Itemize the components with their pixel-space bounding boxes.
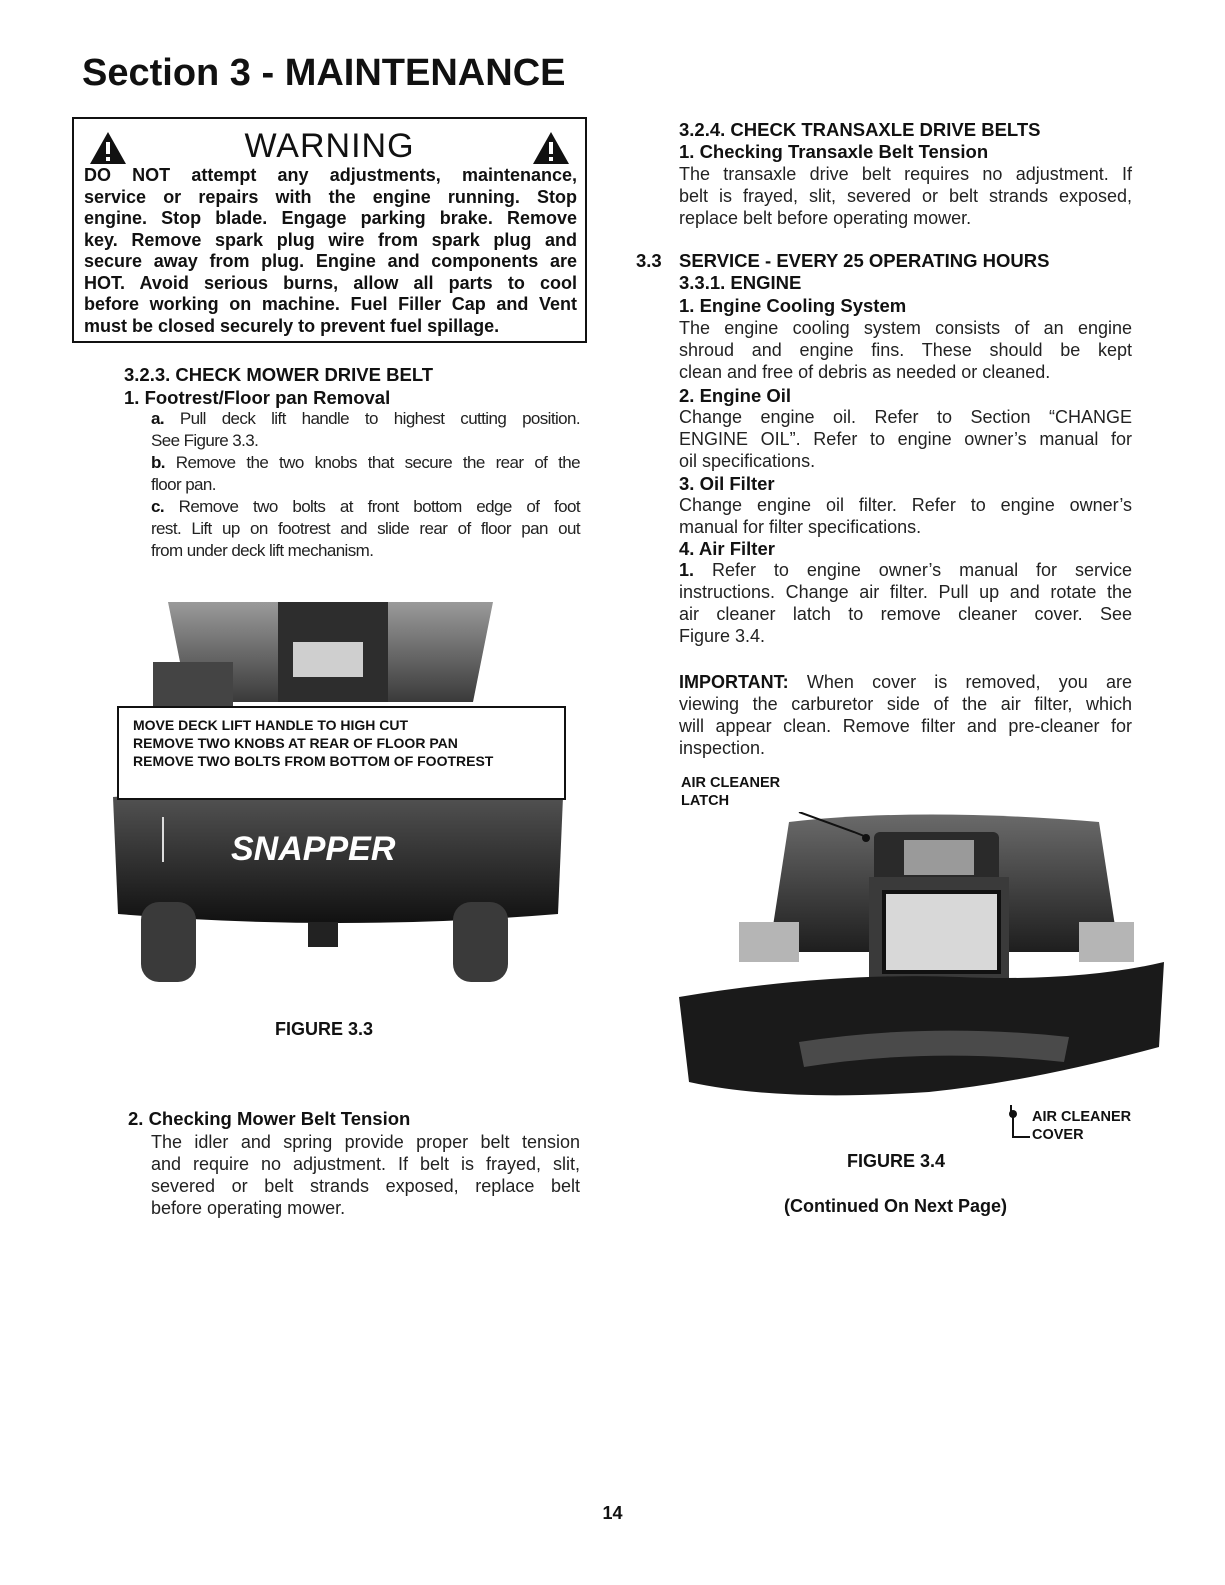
engine-oil-heading: 2. Engine Oil bbox=[679, 385, 792, 406]
text-line: severed or belt strands exposed, replace belt bbox=[151, 1176, 580, 1196]
section-33-heading: SERVICE - EVERY 25 OPERATING HOURS bbox=[679, 250, 1050, 271]
warning-heading: WARNING bbox=[244, 127, 415, 165]
step-text: floor pan. bbox=[151, 475, 216, 494]
text-line: manual for filter specifications. bbox=[679, 517, 922, 537]
continued-note: (Continued On Next Page) bbox=[784, 1196, 1008, 1216]
step-text: Pull deck lift handle to highest cutting position. bbox=[163, 409, 580, 428]
warning-line: service or repairs with the engine running. Stop bbox=[84, 186, 577, 207]
text-line: The engine cooling system consists of an engine bbox=[679, 318, 1132, 338]
air-filter-text bbox=[679, 559, 1132, 647]
step-text: from under deck lift mechanism. bbox=[151, 541, 374, 560]
oil-filter-text bbox=[679, 494, 1132, 538]
step-label: c. bbox=[151, 497, 164, 516]
warning-line: secure away from plug. Engine and components are bbox=[84, 251, 577, 271]
text-line: before operating mower. bbox=[151, 1198, 346, 1218]
cooling-text bbox=[679, 317, 1132, 383]
step-label: b. bbox=[151, 453, 165, 472]
section-323-heading: 3.2.3. CHECK MOWER DRIVE BELT bbox=[124, 364, 434, 385]
text-line: shroud and engine fins. These should be kept bbox=[679, 340, 1132, 360]
text-line: oil specifications. bbox=[679, 451, 816, 471]
important-note bbox=[679, 671, 1132, 759]
mower-belt-tension-text bbox=[151, 1131, 580, 1219]
step-text: Remove two bolts at front bottom edge of foot bbox=[163, 497, 580, 516]
label-line: LATCH bbox=[681, 793, 730, 809]
air-filter-heading: 4. Air Filter bbox=[679, 538, 775, 559]
step-b bbox=[151, 452, 580, 496]
text-line: instructions. Change air filter. Pull up and rotate the bbox=[679, 582, 1132, 602]
step-c bbox=[151, 496, 580, 562]
text-line: The transaxle drive belt requires no adjustment. If bbox=[679, 164, 1132, 184]
important-label: IMPORTANT: bbox=[679, 672, 789, 692]
text-line: Refer to engine owner’s manual for service bbox=[694, 560, 1132, 580]
step-label: 1. bbox=[679, 560, 695, 580]
callout-line: MOVE DECK LIFT HANDLE TO HIGH CUT bbox=[133, 717, 409, 733]
engine-oil-text bbox=[679, 406, 1132, 472]
text-line: Change engine oil filter. Refer to engine owner’s bbox=[679, 495, 1132, 515]
cover-leader-line bbox=[1008, 1110, 1032, 1140]
warning-text bbox=[84, 165, 577, 337]
snapper-logo: SNAPPER bbox=[231, 830, 396, 868]
label-line: AIR CLEANER bbox=[681, 775, 781, 791]
text-line: and require no adjustment. If belt is frayed, slit, bbox=[151, 1154, 580, 1174]
warning-box bbox=[72, 117, 587, 343]
text-line: The idler and spring provide proper belt tension bbox=[151, 1132, 580, 1152]
transaxle-tension-heading: 1. Checking Transaxle Belt Tension bbox=[679, 141, 989, 162]
section-324-heading: 3.2.4. CHECK TRANSAXLE DRIVE BELTS bbox=[679, 119, 1041, 140]
figure-3-3-photo bbox=[113, 602, 563, 1000]
page-number: 14 bbox=[602, 1503, 623, 1523]
text-line: clean and free of debris as needed or cleaned. bbox=[679, 362, 1051, 382]
figure-3-3-caption: FIGURE 3.3 bbox=[275, 1019, 374, 1039]
step-text: See Figure 3.3. bbox=[151, 431, 259, 450]
section-331-heading: 3.3.1. ENGINE bbox=[679, 272, 802, 293]
text-line: viewing the carburetor side of the air filter, which bbox=[679, 694, 1132, 714]
warning-line: before working on machine. Fuel Filler Cap and Vent bbox=[84, 294, 577, 314]
text-line: will appear clean. Remove filter and pre-cleaner for bbox=[679, 716, 1132, 736]
figure-3-4-photo bbox=[679, 812, 1164, 1117]
text-line: When cover is removed, you are bbox=[788, 672, 1132, 692]
air-cleaner-latch-label bbox=[681, 774, 780, 810]
warning-line: must be closed securely to prevent fuel spillage. bbox=[84, 315, 500, 336]
step-text: rest. Lift up on footrest and slide rear of floor pan out bbox=[151, 519, 580, 538]
footrest-removal-heading: 1. Footrest/Floor pan Removal bbox=[124, 387, 391, 408]
mower-belt-tension-heading: 2. Checking Mower Belt Tension bbox=[128, 1108, 411, 1129]
step-label: a. bbox=[151, 409, 164, 428]
label-line: COVER bbox=[1032, 1127, 1084, 1143]
callout-line: REMOVE TWO KNOBS AT REAR OF FLOOR PAN bbox=[133, 735, 458, 751]
warning-line: DO NOT attempt any adjustments, maintenance, bbox=[84, 165, 577, 185]
text-line: air cleaner latch to remove cleaner cover. See bbox=[679, 604, 1132, 624]
text-line: inspection. bbox=[679, 738, 766, 758]
step-a bbox=[151, 408, 580, 452]
transaxle-text bbox=[679, 163, 1132, 229]
callout-line: REMOVE TWO BOLTS FROM BOTTOM OF FOOTREST bbox=[133, 753, 494, 769]
text-line: Change engine oil. Refer to Section “CHANGE bbox=[679, 407, 1132, 427]
text-line: Figure 3.4. bbox=[679, 626, 766, 646]
step-text: Remove the two knobs that secure the rear of the bbox=[164, 453, 580, 472]
section-33-number: 3.3 bbox=[636, 250, 662, 271]
air-cleaner-cover-label bbox=[1032, 1108, 1131, 1144]
label-line: AIR CLEANER bbox=[1032, 1109, 1132, 1125]
warning-line: HOT. Avoid serious burns, allow all parts to cool bbox=[84, 272, 577, 293]
page-title: Section 3 - MAINTENANCE bbox=[82, 52, 566, 94]
warning-line: key. Remove spark plug wire from spark plug and bbox=[84, 229, 577, 250]
text-line: ENGINE OIL”. Refer to engine owner’s manual for bbox=[679, 429, 1132, 449]
oil-filter-heading: 3. Oil Filter bbox=[679, 473, 775, 494]
figure-3-4-caption: FIGURE 3.4 bbox=[847, 1151, 946, 1171]
warning-triangle-icon bbox=[531, 130, 571, 166]
text-line: replace belt before operating mower. bbox=[679, 208, 972, 228]
cooling-heading: 1. Engine Cooling System bbox=[679, 295, 907, 316]
text-line: belt is frayed, slit, severed or belt strands exposed, bbox=[679, 186, 1132, 206]
figure-3-3-callout-box bbox=[117, 706, 566, 800]
warning-line: engine. Stop blade. Engage parking brake. Remove bbox=[84, 208, 577, 228]
